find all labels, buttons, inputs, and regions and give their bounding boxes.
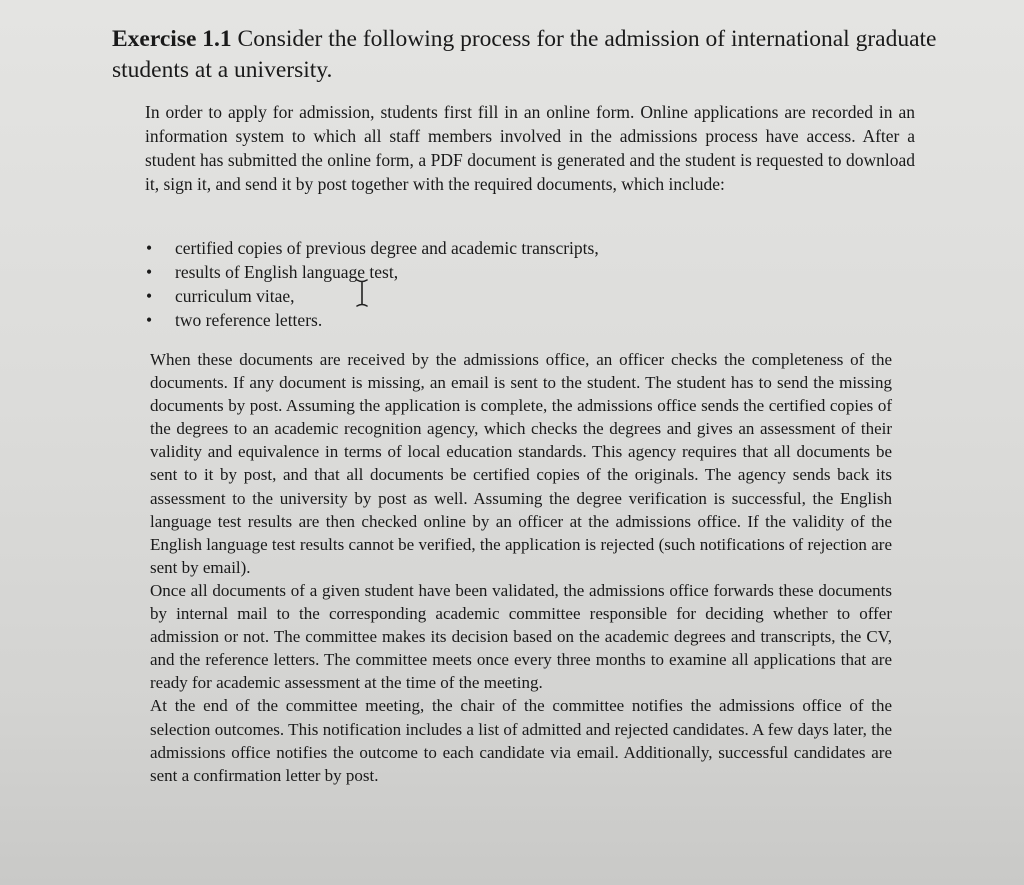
list-item bbox=[145, 284, 599, 308]
intro-paragraph: In order to apply for admission, students first fill in an online form. Online applications are recorded in an information system to which all staff members involved in the admissions process have access. After a student has submitted the online form, a PDF document is generated and the student is requested to download it, sign it, and send it by post together with the required documents, which include: bbox=[145, 102, 915, 194]
bullet-icon: • bbox=[146, 262, 153, 282]
list-item bbox=[145, 308, 599, 332]
list-item-text: curriculum vitae, bbox=[175, 286, 295, 306]
bullet-icon: • bbox=[146, 286, 153, 306]
bullet-icon: • bbox=[146, 238, 153, 258]
list-item-text: results of English language test, bbox=[175, 262, 399, 282]
list-item bbox=[145, 260, 599, 284]
required-documents-list bbox=[145, 236, 599, 332]
list-item bbox=[145, 236, 599, 260]
exercise-label: Exercise 1.1 bbox=[112, 26, 232, 52]
list-item-text: two reference letters. bbox=[175, 310, 323, 330]
exercise-heading bbox=[112, 24, 962, 86]
list-item-text: certified copies of previous degree and academic transcripts, bbox=[175, 238, 599, 258]
text-cursor-ibeam-icon bbox=[355, 278, 369, 308]
bullet-icon: • bbox=[146, 310, 153, 330]
exercise-title: Consider the following process for the admission of international graduate students at a university. bbox=[112, 26, 937, 83]
body-paragraph: When these documents are received by the admissions office, an officer checks the completeness of the documents. If any document is missing, an email is sent to the student. The student has to send the missing documents by post. Assuming the application is complete, the admissions office sends the certified copies of the degrees to an academic recognition agency, which checks the degrees and gives an assessment of their validity and equivalence in terms of local education standards. This agency requires that all documents be sent to it by post, and that all documents be certified copies of the originals. The agency sends back its assessment to the university by post as well. Assuming the degree verification is successful, the English language test results are then checked online by an officer at the admissions office. If the validity of the English language test results cannot be verified, the application is rejected (such notifications of rejection are sent by email). bbox=[150, 350, 892, 577]
body-paragraph: At the end of the committee meeting, the chair of the committee notifies the admissions office of the selection outcomes. This notification includes a list of admitted and rejected candidates. A few days later, the admissions office notifies the outcome to each candidate via email. Additionally, successful candidates are sent a confirmation letter by post. bbox=[150, 696, 892, 785]
body-paragraph: Once all documents of a given student have been validated, the admissions office forwards these documents by internal mail to the corresponding academic committee responsible for deciding whether to offer admission or not. The committee makes its decision based on the academic degrees and transcripts, the CV, and the reference letters. The committee meets once every three months to examine all applications that are ready for academic assessment at the time of the meeting. bbox=[150, 580, 892, 693]
process-description bbox=[150, 348, 892, 787]
